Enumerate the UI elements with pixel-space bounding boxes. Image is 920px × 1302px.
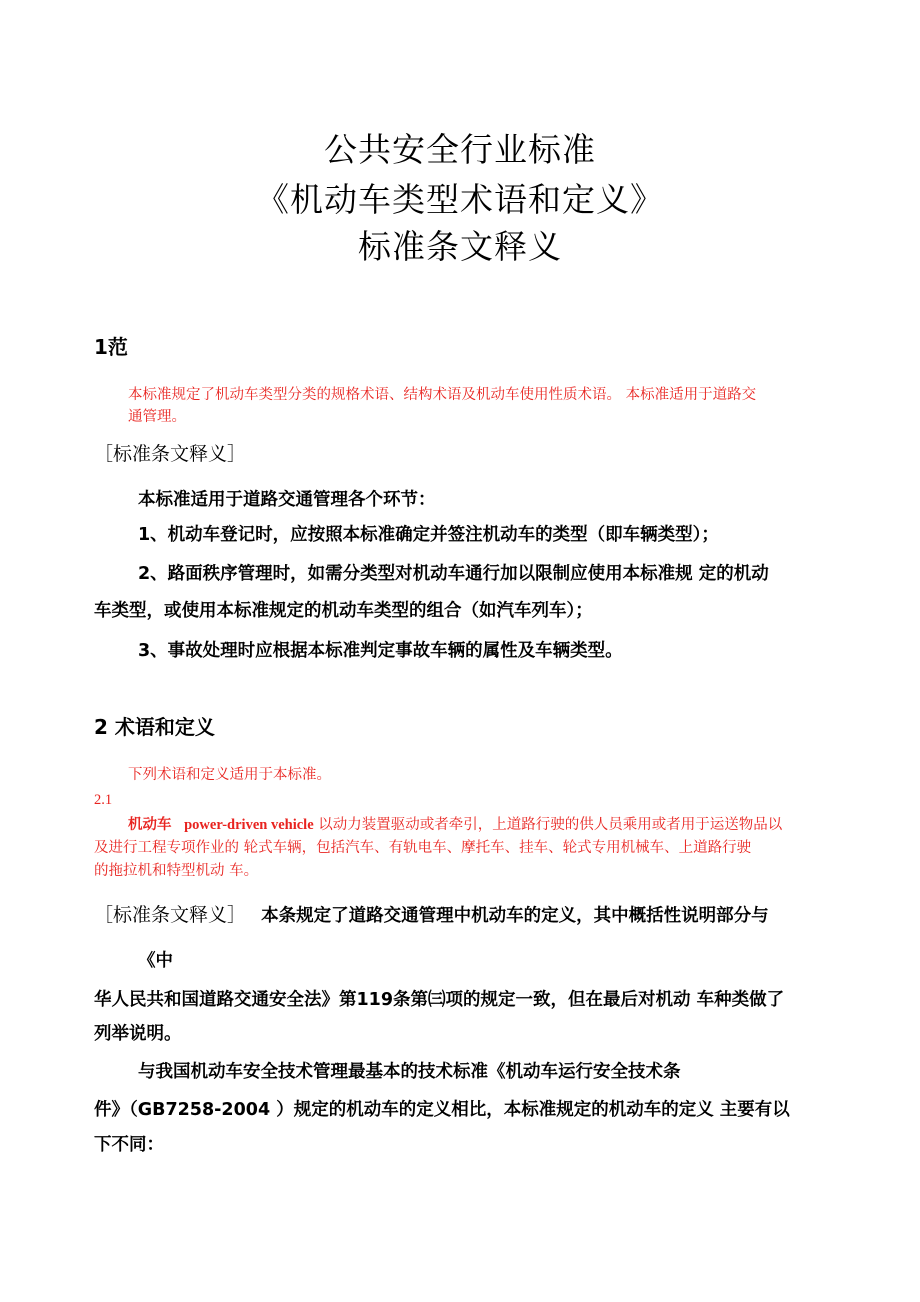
section-2-red-intro: 下列术语和定义适用于本标准。 <box>128 767 331 783</box>
term-chinese: 机动车 <box>128 817 172 833</box>
section-1-red-text-2: 通管理。 <box>128 409 186 425</box>
section-2-heading: 2 术语和定义 <box>94 715 215 739</box>
paragraph-2-line-3: 下不同： <box>94 1135 164 1155</box>
section-1-item-3: 3、事故处理时应根据本标准判定事故车辆的属性及车辆类型。 <box>138 641 623 661</box>
section-1-intro: 本标准适用于道路交通管理各个环节： <box>138 490 436 510</box>
explanation-text-3: 华人民共和国道路交通安全法》第119条第㈢项的规定一致，但在最后对机动 车种类做了 <box>94 990 785 1010</box>
section-2-bracket-label: ［标准条文释义］ <box>94 904 247 926</box>
title-line-3: 标准条文释义 <box>358 227 562 266</box>
section-1-bracket-label: ［标准条文释义］ <box>94 443 247 465</box>
paragraph-2-line-2: 件》（GB7258-2004 ）规定的机动车的定义相比，本标准规定的机动车的定义 主要有以 <box>94 1100 790 1120</box>
clause-number: 2.1 <box>94 792 113 808</box>
section-1-item-2-line-2: 车类型，或使用本标准规定的机动车类型的组合（如汽车列车）； <box>94 601 593 621</box>
term-english: power-driven vehicle <box>184 817 314 833</box>
title-line-1: 公共安全行业标准 <box>324 130 596 169</box>
explanation-text-2: 《中 <box>138 951 173 971</box>
definition-line-2: 及进行工程专项作业的 轮式车辆，包括汽车、有轨电车、摩托车、挂车、轮式专用机械车、上道路行驶 <box>94 840 752 856</box>
explanation-text-1: 本条规定了道路交通管理中机动车的定义，其中概括性说明部分与 <box>261 906 769 926</box>
definition-line-1: 以动力装置驱动或者牵引，上道路行驶的供人员乘用或者用于运送物品以 <box>318 817 783 833</box>
clause-2-1-line-1 <box>128 814 782 836</box>
section-1-heading: 1范 <box>94 335 128 359</box>
title-line-2: 《机动车类型术语和定义》 <box>256 180 664 219</box>
explanation-text-4: 列举说明。 <box>94 1024 182 1044</box>
section-2-explanation-line-1 <box>94 900 769 927</box>
definition-line-3: 的拖拉机和特型机动 车。 <box>94 863 259 879</box>
paragraph-2-line-1: 与我国机动车安全技术管理最基本的技术标准《机动车运行安全技术条 <box>138 1062 681 1082</box>
section-1-red-text-1: 本标准规定了机动车类型分类的规格术语、结构术语及机动车使用性质术语。 本标准适用于道路交 <box>128 387 757 403</box>
section-1-item-1: 1、机动车登记时，应按照本标准确定并签注机动车的类型（即车辆类型）； <box>138 525 719 545</box>
section-1-item-2-line-1: 2、路面秩序管理时，如需分类型对机动车通行加以限制应使用本标准规 定的机动 <box>138 564 769 584</box>
